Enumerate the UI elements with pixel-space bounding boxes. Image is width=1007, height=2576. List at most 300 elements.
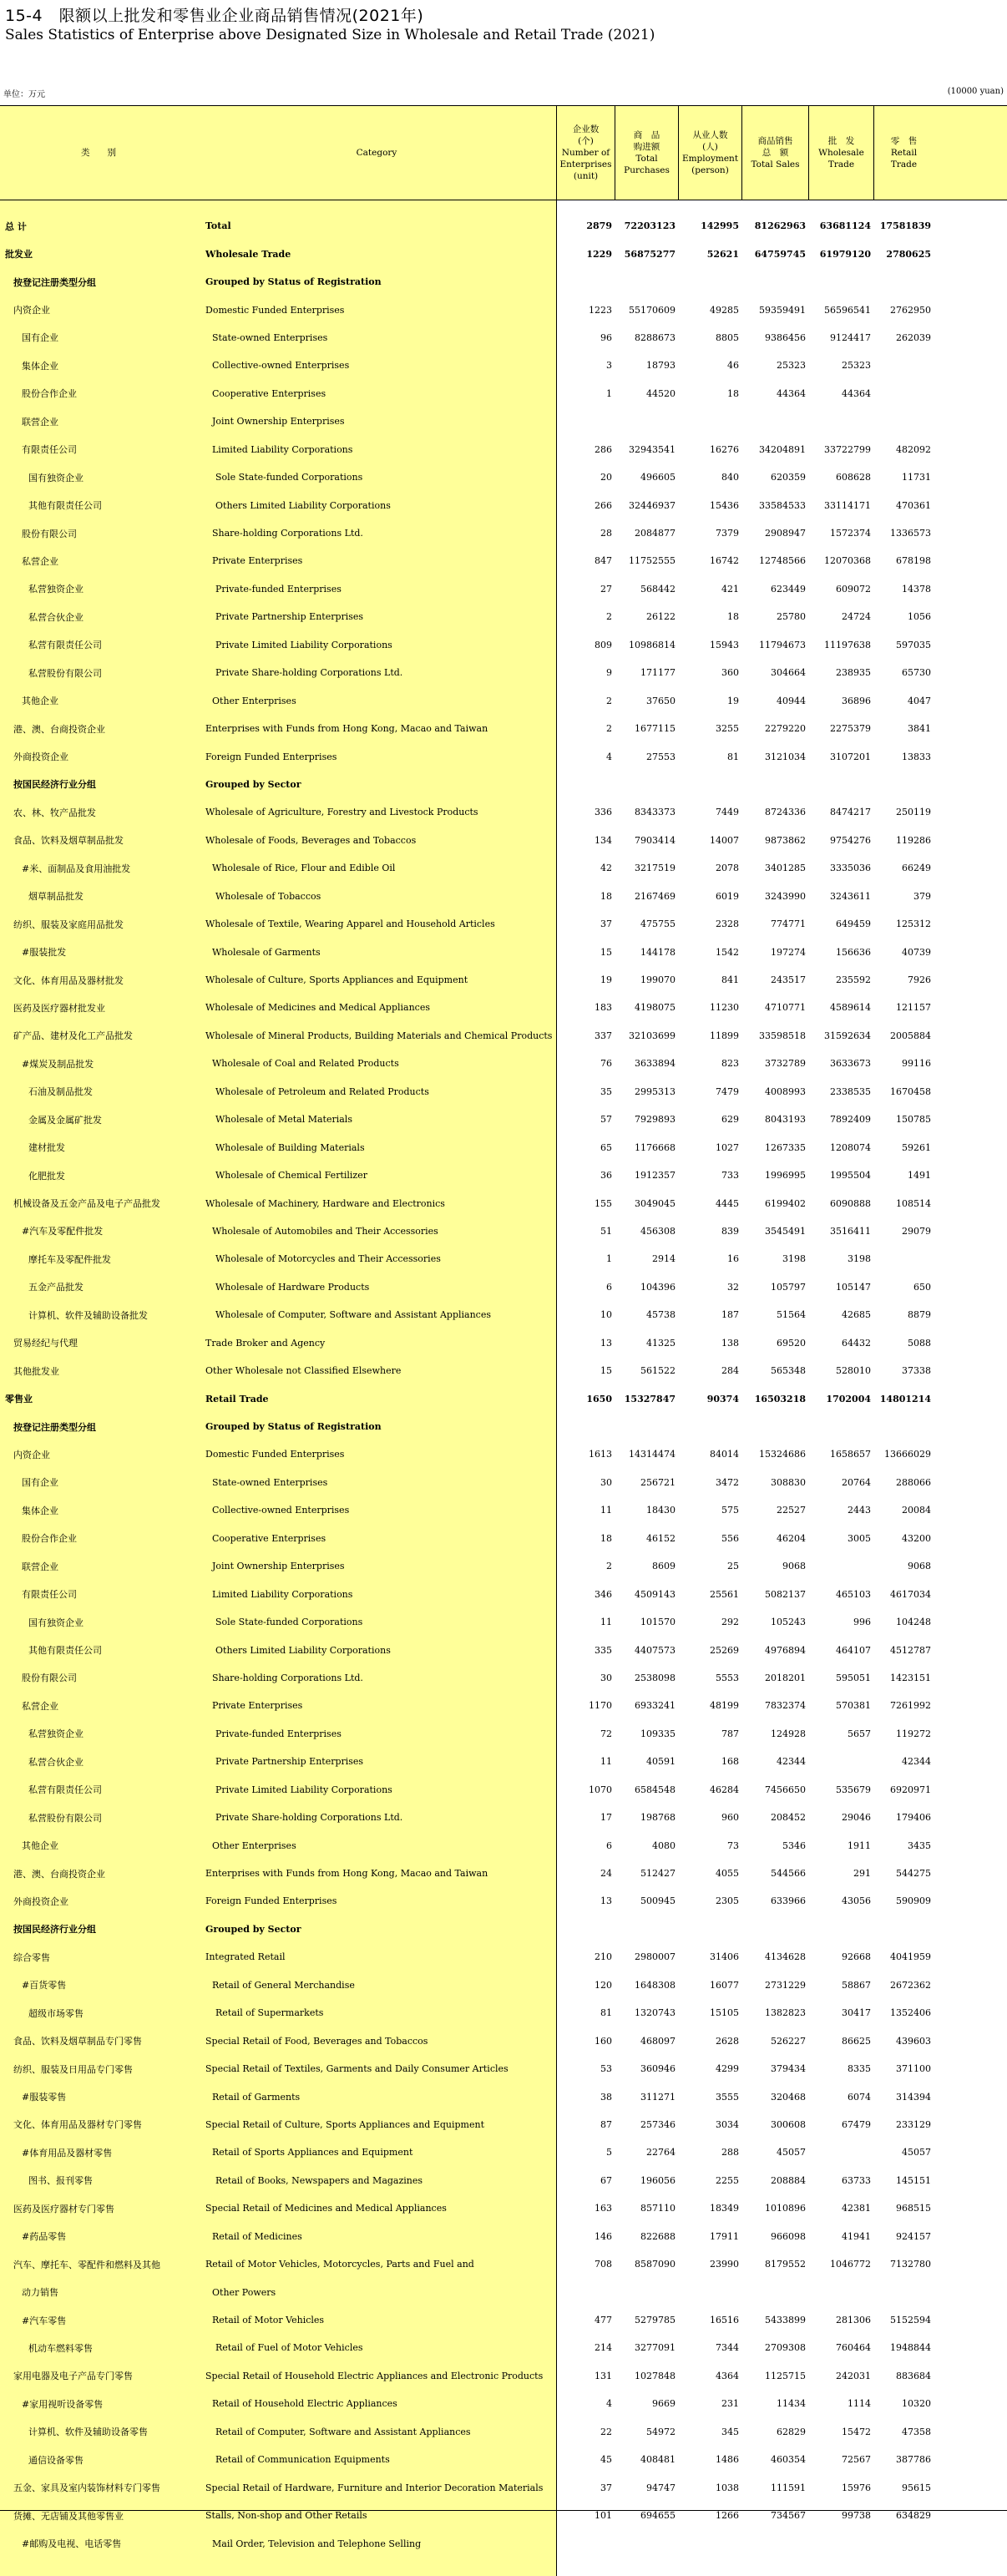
value-cell: 11434 xyxy=(777,2398,806,2410)
value-cell: 379 xyxy=(913,890,931,902)
value-cell: 2 xyxy=(606,723,612,735)
value-cell: 41325 xyxy=(646,1337,676,1349)
value-cell: 15436 xyxy=(710,499,739,511)
value-cell: 3217519 xyxy=(635,863,676,874)
table-row-label xyxy=(0,715,556,742)
value-cell: 108514 xyxy=(896,1197,931,1209)
value-cell: 544566 xyxy=(771,1868,806,1880)
table-row-label xyxy=(0,2446,556,2473)
value-cell: 2538098 xyxy=(635,1672,676,1683)
value-cell: 4976894 xyxy=(765,1644,806,1656)
table-row-values xyxy=(557,1022,1007,1050)
table-row-label xyxy=(0,463,556,491)
value-cell: 649459 xyxy=(836,919,871,930)
value-cell: 22764 xyxy=(646,2147,676,2158)
value-cell: 561522 xyxy=(640,1365,676,1377)
value-cell: 650 xyxy=(913,1281,931,1293)
row-category-en: Grouped by Status of Registration xyxy=(205,1421,382,1433)
value-cell: 288 xyxy=(721,2147,739,2158)
row-category-en: Joint Ownership Enterprises xyxy=(212,416,345,428)
table-row-label xyxy=(0,994,556,1021)
value-cell: 439603 xyxy=(896,2035,931,2047)
value-cell: 3049045 xyxy=(635,1197,676,1209)
value-cell: 1125715 xyxy=(765,2370,806,2381)
value-cell: 464107 xyxy=(836,1644,871,1656)
value-cell: 1056 xyxy=(908,611,931,623)
value-cell: 10320 xyxy=(902,2398,931,2410)
value-cell: 570381 xyxy=(836,1700,871,1712)
row-category-en: Trade Broker and Agency xyxy=(205,1337,326,1349)
value-cell: 1070 xyxy=(589,1784,612,1795)
value-cell: 288066 xyxy=(896,1476,931,1488)
table-row-values xyxy=(557,1971,1007,1999)
row-category-cn: 石油及制品批发 xyxy=(28,1086,93,1098)
row-category-en: Joint Ownership Enterprises xyxy=(212,1561,345,1572)
value-cell: 3472 xyxy=(716,1476,739,1488)
table-row-label xyxy=(0,1580,556,1607)
row-category-cn: 按国民经济行业分组 xyxy=(13,779,96,791)
row-category-en: Foreign Funded Enterprises xyxy=(205,1895,337,1907)
value-cell: 633966 xyxy=(771,1895,806,1907)
table-row-label xyxy=(0,1692,556,1719)
table-row-label xyxy=(0,575,556,603)
value-cell: 33598518 xyxy=(759,1030,806,1041)
value-cell: 456308 xyxy=(640,1225,676,1237)
row-category-en: State-owned Enterprises xyxy=(212,1476,328,1488)
header-category-cn: 类 别 xyxy=(81,148,116,158)
row-category-cn: 超级市场零售 xyxy=(28,2007,83,2019)
row-category-cn: 贸易经纪与代理 xyxy=(13,1338,78,1349)
row-category-cn: #体育用品及器材零售 xyxy=(22,2147,113,2158)
value-cell: 568442 xyxy=(640,583,676,595)
value-cell: 3121034 xyxy=(765,751,806,762)
value-cell: 266 xyxy=(595,499,612,511)
value-cell: 11 xyxy=(600,1617,612,1628)
value-cell: 477 xyxy=(595,2315,612,2326)
value-cell: 9124417 xyxy=(830,331,871,343)
value-cell: 2914 xyxy=(652,1253,676,1265)
value-cell: 2275379 xyxy=(830,723,871,735)
value-cell: 9669 xyxy=(652,2398,676,2410)
value-cell: 2005884 xyxy=(890,1030,931,1041)
value-cell: 11752555 xyxy=(629,555,676,567)
value-cell: 72567 xyxy=(842,2454,871,2466)
value-cell: 2 xyxy=(606,695,612,706)
value-cell: 465103 xyxy=(836,1588,871,1600)
value-cell: 968515 xyxy=(896,2203,931,2214)
value-cell: 81 xyxy=(727,751,739,762)
value-cell: 8043193 xyxy=(765,1114,806,1126)
row-category-cn: 其他有限责任公司 xyxy=(28,1645,102,1657)
row-category-en: Wholesale of Hardware Products xyxy=(215,1281,370,1293)
value-cell: 528010 xyxy=(836,1365,871,1377)
table-row-values xyxy=(557,1245,1007,1273)
value-cell: 500945 xyxy=(640,1895,676,1907)
row-category-en: Collective-owned Enterprises xyxy=(212,1505,350,1516)
row-category-en: Special Retail of Household Electric Appliances and Electronic Products xyxy=(205,2370,544,2381)
value-cell: 25561 xyxy=(710,1588,739,1600)
value-cell: 4047 xyxy=(908,695,931,706)
value-cell: 22 xyxy=(600,2426,612,2437)
value-cell: 42381 xyxy=(842,2203,871,2214)
value-cell: 4008993 xyxy=(765,1086,806,1097)
value-cell: 371100 xyxy=(896,2063,931,2075)
value-cell: 198768 xyxy=(640,1812,676,1824)
value-cell: 1027 xyxy=(716,1141,739,1153)
value-cell: 32446937 xyxy=(629,499,676,511)
value-cell: 8587090 xyxy=(635,2259,676,2270)
value-cell: 2908947 xyxy=(765,528,806,539)
row-category-cn: 私营企业 xyxy=(22,1700,58,1712)
table-row-label xyxy=(0,1971,556,1999)
value-cell: 142995 xyxy=(701,220,739,232)
value-cell: 42344 xyxy=(777,1756,806,1768)
value-cell: 199070 xyxy=(640,974,676,986)
value-cell: 81262963 xyxy=(754,220,806,232)
value-cell: 314394 xyxy=(896,2091,931,2103)
row-category-en: Wholesale of Culture, Sports Appliances and Equipment xyxy=(205,974,468,986)
row-category-cn: 机动车燃料零售 xyxy=(28,2342,93,2354)
value-cell: 3841 xyxy=(908,723,931,735)
row-category-cn: 股份有限公司 xyxy=(22,1673,77,1684)
value-cell: 18 xyxy=(600,890,612,902)
value-cell: 54972 xyxy=(646,2426,676,2437)
value-cell: 5 xyxy=(606,2147,612,2158)
table-row-label xyxy=(0,854,556,882)
value-cell: 4407573 xyxy=(635,1644,676,1656)
row-category-cn: 港、澳、台商投资企业 xyxy=(13,1868,105,1880)
value-cell: 1995504 xyxy=(830,1170,871,1182)
value-cell: 45057 xyxy=(902,2147,931,2158)
table-row-label xyxy=(0,519,556,547)
row-category-en: Wholesale of Garments xyxy=(212,946,321,958)
row-category-cn: 外商投资企业 xyxy=(13,752,68,763)
value-cell: 61979120 xyxy=(819,248,871,260)
value-columns xyxy=(556,200,1007,2576)
table-row-values xyxy=(557,631,1007,659)
value-cell: 63733 xyxy=(842,2174,871,2186)
row-category-cn: 其他企业 xyxy=(22,1840,58,1852)
value-cell: 19 xyxy=(600,974,612,986)
row-category-cn: 私营有限责任公司 xyxy=(28,1784,102,1796)
header-retail: 零 售 Retail Trade xyxy=(873,106,934,200)
value-cell: 72203123 xyxy=(624,220,676,232)
value-cell: 6584548 xyxy=(635,1784,676,1795)
value-cell: 56596541 xyxy=(824,304,871,316)
value-cell: 242031 xyxy=(836,2370,871,2381)
value-cell: 526227 xyxy=(771,2035,806,2047)
value-cell: 512427 xyxy=(640,1868,676,1880)
value-cell: 156636 xyxy=(836,946,871,958)
table-row-label xyxy=(0,938,556,965)
value-cell: 4509143 xyxy=(635,1588,676,1600)
value-cell: 18430 xyxy=(646,1505,676,1516)
value-cell: 482092 xyxy=(896,443,931,455)
value-cell: 37338 xyxy=(902,1365,931,1377)
row-category-en: Special Retail of Hardware, Furniture and Interior Decoration Materials xyxy=(205,2482,544,2493)
value-cell: 2 xyxy=(606,611,612,623)
value-cell: 1648308 xyxy=(635,1979,676,1991)
row-category-en: Wholesale of Mineral Products, Building Materials and Chemical Products xyxy=(205,1030,553,1041)
value-cell: 281306 xyxy=(836,2315,871,2326)
value-cell: 2255 xyxy=(716,2174,739,2186)
value-cell: 3107201 xyxy=(830,751,871,762)
value-cell: 7456650 xyxy=(765,1784,806,1795)
value-cell: 311271 xyxy=(640,2091,676,2103)
table-row-values xyxy=(557,771,1007,798)
table-row-values xyxy=(557,296,1007,323)
value-cell: 49285 xyxy=(710,304,739,316)
table-row-values xyxy=(557,407,1007,435)
table-title-english: Sales Statistics of Enterprise above Designated Size in Wholesale and Retail Trade (2021) xyxy=(5,27,655,43)
row-category-cn: 文化、体育用品及器材批发 xyxy=(13,974,124,986)
table-row-label xyxy=(0,2306,556,2334)
row-category-cn: 国有独资企业 xyxy=(28,472,83,483)
table-row-values xyxy=(557,2167,1007,2194)
value-cell: 33114171 xyxy=(824,499,871,511)
value-cell: 48199 xyxy=(710,1700,739,1712)
value-cell: 42344 xyxy=(902,1756,931,1768)
value-cell: 30 xyxy=(600,1672,612,1683)
table-row-values xyxy=(557,2362,1007,2390)
row-category-cn: 有限责任公司 xyxy=(22,444,77,456)
table-row-label xyxy=(0,2473,556,2501)
value-cell: 9 xyxy=(606,667,612,679)
value-cell: 30 xyxy=(600,1476,612,1488)
value-cell: 608628 xyxy=(836,472,871,483)
value-cell: 59261 xyxy=(902,1141,931,1153)
table-row-values xyxy=(557,2473,1007,2501)
value-cell: 496605 xyxy=(640,472,676,483)
value-cell: 6920971 xyxy=(890,1784,931,1795)
row-category-cn: 五金、家具及室内装饰材料专门零售 xyxy=(13,2482,160,2494)
value-cell: 1996995 xyxy=(765,1170,806,1182)
value-cell: 774771 xyxy=(771,919,806,930)
row-category-en: Private Limited Liability Corporations xyxy=(215,639,392,650)
value-cell: 3732789 xyxy=(765,1058,806,1070)
value-cell: 44364 xyxy=(842,387,871,399)
value-cell: 9068 xyxy=(782,1561,806,1572)
table-row-label xyxy=(0,1804,556,1831)
value-cell: 345 xyxy=(721,2426,739,2437)
value-cell: 8879 xyxy=(908,1309,931,1321)
value-cell: 187 xyxy=(721,1309,739,1321)
value-cell: 337 xyxy=(595,1030,612,1041)
row-category-en: Other Enterprises xyxy=(212,695,296,706)
value-cell: 163 xyxy=(595,2203,612,2214)
value-cell: 4041959 xyxy=(890,1951,931,1963)
row-category-en: Grouped by Sector xyxy=(205,1923,301,1935)
table-row-label xyxy=(0,2055,556,2083)
row-category-en: Wholesale of Foods, Beverages and Tobaccos xyxy=(205,834,417,846)
header-enterprises: 企业数 (个) Number of Enterprises (unit) xyxy=(556,106,615,200)
row-category-en: Private-funded Enterprises xyxy=(215,583,342,595)
row-category-cn: 摩托车及零配件批发 xyxy=(28,1253,111,1265)
row-category-cn: 建材批发 xyxy=(28,1142,65,1154)
row-category-cn: 通信设备零售 xyxy=(28,2454,83,2466)
value-cell: 7449 xyxy=(716,807,739,818)
value-cell: 5553 xyxy=(716,1672,739,1683)
value-cell: 95615 xyxy=(902,2482,931,2493)
row-category-en: Other Powers xyxy=(212,2286,276,2298)
value-cell: 72 xyxy=(600,1728,612,1739)
value-cell: 1670458 xyxy=(890,1086,931,1097)
row-category-en: Foreign Funded Enterprises xyxy=(205,751,337,762)
value-cell: 94747 xyxy=(646,2482,676,2493)
table-row-label xyxy=(0,686,556,714)
row-category-en: Sole State-funded Corporations xyxy=(215,472,363,483)
table-row-values xyxy=(557,2027,1007,2054)
value-cell: 179406 xyxy=(896,1812,931,1824)
value-cell: 2995313 xyxy=(635,1086,676,1097)
value-cell: 22527 xyxy=(777,1505,806,1516)
value-cell: 5433899 xyxy=(765,2315,806,2326)
value-cell: 3435 xyxy=(908,1840,931,1851)
table-row-label xyxy=(0,1748,556,1775)
value-cell: 4364 xyxy=(716,2370,739,2381)
table-body xyxy=(0,200,1007,2576)
table-row-label xyxy=(0,2250,556,2278)
table-row-label xyxy=(0,268,556,296)
category-columns xyxy=(0,200,556,2576)
value-cell: 6074 xyxy=(848,2091,871,2103)
value-cell: 379434 xyxy=(771,2063,806,2075)
table-row-values xyxy=(557,715,1007,742)
table-row-values xyxy=(557,1776,1007,1804)
value-cell: 84014 xyxy=(710,1449,739,1460)
value-cell: 535679 xyxy=(836,1784,871,1795)
value-cell: 1114 xyxy=(848,2398,871,2410)
table-row-label xyxy=(0,1887,556,1915)
value-cell: 4080 xyxy=(652,1840,676,1851)
value-cell: 63681124 xyxy=(819,220,871,232)
value-cell: 3005 xyxy=(848,1532,871,1544)
value-cell: 32943541 xyxy=(629,443,676,455)
value-cell: 90374 xyxy=(706,1393,739,1404)
value-cell: 678198 xyxy=(896,555,931,567)
value-cell: 6 xyxy=(606,1840,612,1851)
value-cell: 46284 xyxy=(710,1784,739,1795)
row-category-cn: 食品、饮料及烟草制品专门零售 xyxy=(13,2036,142,2047)
value-cell: 99738 xyxy=(842,2510,871,2522)
value-cell: 3335036 xyxy=(830,863,871,874)
value-cell: 150785 xyxy=(896,1114,931,1126)
value-cell: 1 xyxy=(606,387,612,399)
value-cell: 15472 xyxy=(842,2426,871,2437)
row-category-en: Retail of Supermarkets xyxy=(215,2007,324,2019)
value-cell: 4710771 xyxy=(765,1002,806,1014)
value-cell: 291 xyxy=(853,1868,871,1880)
table-row-values xyxy=(557,659,1007,686)
value-cell: 4198075 xyxy=(635,1002,676,1014)
value-cell: 18 xyxy=(727,611,739,623)
row-category-en: Wholesale of Agriculture, Forestry and Livestock Products xyxy=(205,807,478,818)
table-row-label xyxy=(0,1273,556,1301)
value-cell: 3243990 xyxy=(765,890,806,902)
value-cell: 44364 xyxy=(777,387,806,399)
value-cell: 9754276 xyxy=(830,834,871,846)
table-row-label xyxy=(0,2138,556,2166)
row-category-en: Wholesale of Computer, Software and Assistant Appliances xyxy=(215,1309,491,1321)
value-cell: 15327847 xyxy=(624,1393,676,1404)
value-cell: 841 xyxy=(721,974,739,986)
value-cell: 2084877 xyxy=(635,528,676,539)
value-cell: 1027848 xyxy=(635,2370,676,2381)
table-row-values xyxy=(557,1580,1007,1607)
value-cell: 3633894 xyxy=(635,1058,676,1070)
value-cell: 41941 xyxy=(842,2230,871,2242)
value-cell: 734567 xyxy=(771,2510,806,2522)
value-cell: 13833 xyxy=(902,751,931,762)
row-category-en: Wholesale of Chemical Fertilizer xyxy=(215,1170,367,1182)
value-cell: 1423151 xyxy=(890,1672,931,1683)
value-cell: 8474217 xyxy=(830,807,871,818)
row-category-en: Others Limited Liability Corporations xyxy=(215,1644,391,1656)
value-cell: 64759745 xyxy=(754,248,806,260)
value-cell: 104396 xyxy=(640,1281,676,1293)
value-cell: 9386456 xyxy=(765,331,806,343)
value-cell: 37650 xyxy=(646,695,676,706)
value-cell: 15976 xyxy=(842,2482,871,2493)
table-row-label xyxy=(0,1860,556,1887)
table-row-label xyxy=(0,407,556,435)
value-cell: 2980007 xyxy=(635,1951,676,1963)
value-cell: 58867 xyxy=(842,1979,871,1991)
value-cell: 20764 xyxy=(842,1476,871,1488)
value-cell: 13 xyxy=(600,1895,612,1907)
value-cell: 14007 xyxy=(710,834,739,846)
value-cell: 346 xyxy=(595,1588,612,1600)
value-cell: 609072 xyxy=(836,583,871,595)
value-cell: 38 xyxy=(600,2091,612,2103)
table-row-values xyxy=(557,380,1007,407)
value-cell: 5346 xyxy=(782,1840,806,1851)
row-category-cn: 农、林、牧产品批发 xyxy=(13,807,96,818)
table-row-values xyxy=(557,1496,1007,1524)
row-category-cn: 汽车、摩托车、零配件和燃料及其他 xyxy=(13,2259,160,2270)
value-cell: 2443 xyxy=(848,1505,871,1516)
row-category-cn: 私营股份有限公司 xyxy=(28,667,102,679)
value-cell: 15324686 xyxy=(759,1449,806,1460)
value-cell: 4589614 xyxy=(830,1002,871,1014)
value-cell: 360946 xyxy=(640,2063,676,2075)
row-category-en: Wholesale of Motorcycles and Their Accessories xyxy=(215,1253,441,1265)
value-cell: 6199402 xyxy=(765,1197,806,1209)
value-cell: 20084 xyxy=(902,1505,931,1516)
table-row-values xyxy=(557,1525,1007,1552)
value-cell: 1336573 xyxy=(890,528,931,539)
value-cell: 46152 xyxy=(646,1532,676,1544)
value-cell: 3255 xyxy=(716,723,739,735)
header-category-en: Category xyxy=(356,148,397,158)
value-cell: 17581839 xyxy=(879,220,931,232)
table-row-values xyxy=(557,2390,1007,2417)
row-category-cn: 计算机、软件及辅助设备零售 xyxy=(28,2427,148,2438)
table-row-values xyxy=(557,2306,1007,2334)
row-category-en: Wholesale of Textile, Wearing Apparel and Household Articles xyxy=(205,919,495,930)
value-cell: 883684 xyxy=(896,2370,931,2381)
row-category-en: Wholesale of Building Materials xyxy=(215,1141,365,1153)
table-row-values xyxy=(557,2446,1007,2473)
value-cell: 33722799 xyxy=(824,443,871,455)
value-cell: 4445 xyxy=(716,1197,739,1209)
value-cell: 1911 xyxy=(848,1840,871,1851)
table-row-values xyxy=(557,1999,1007,2027)
row-category-cn: 私营独资企业 xyxy=(28,584,83,595)
unit-label-chinese: 单位：万元 xyxy=(3,90,45,99)
table-row-label xyxy=(0,1189,556,1217)
value-cell: 5082137 xyxy=(765,1588,806,1600)
